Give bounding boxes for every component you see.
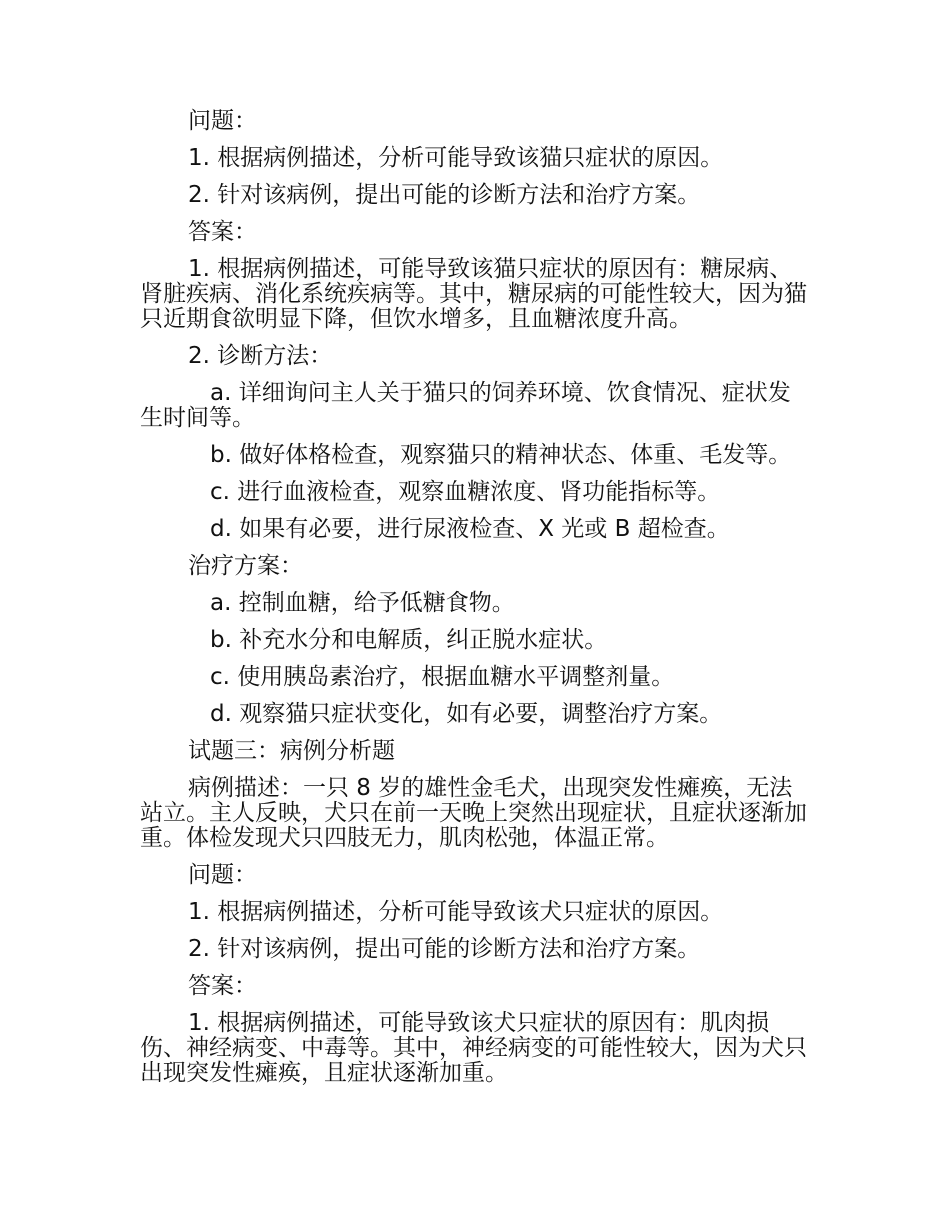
question-heading: 问题： [188,108,257,134]
treatment-item-d: d. 观察猫只症状变化，如有必要，调整治疗方案。 [210,701,723,727]
answer-heading: 答案： [188,219,257,245]
diagnosis-heading: 2. 诊断方法： [188,343,333,369]
question-heading-2: 问题： [188,862,257,888]
question-1-b: 1. 根据病例描述，分析可能导致该犬只症状的原因。 [188,899,724,925]
treatment-heading: 治疗方案： [188,553,303,579]
section-title: 试题三：病例分析题 [188,738,395,764]
treatment-item-a: a. 控制血糖，给予低糖食物。 [210,590,515,616]
diagnosis-item-d: d. 如果有必要，进行尿液检查、X 光或 B 超检查。 [210,516,730,542]
answer-heading-2: 答案： [188,973,257,999]
answer-1-paragraph-b: 1. 根据病例描述，可能导致该犬只症状的原因有：肌肉损伤、神经病变、中毒等。其中，神经病变的可能性较大，因为犬只出现突发性瘫痪，且症状逐渐加重。 [140,1010,807,1086]
treatment-item-b: b. 补充水分和电解质，纠正脱水症状。 [210,627,608,653]
question-2: 2. 针对该病例，提出可能的诊断方法和治疗方案。 [188,182,701,208]
question-2-b: 2. 针对该病例，提出可能的诊断方法和治疗方案。 [188,936,701,962]
answer-1-paragraph: 1. 根据病例描述，可能导致该猫只症状的原因有：糖尿病、肾脏疾病、消化系统疾病等。其中，糖尿病的可能性较大，因为猫只近期食欲明显下降，但饮水增多，且血糖浓度升高。 [140,256,807,332]
question-1: 1. 根据病例描述，分析可能导致该猫只症状的原因。 [188,145,724,171]
document-body [140,103,810,1092]
treatment-item-c: c. 使用胰岛素治疗，根据血糖水平调整剂量。 [210,664,675,690]
case-description: 病例描述：一只 8 岁的雄性金毛犬，出现突发性瘫痪，无法站立。主人反映，犬只在前一天晚上突然出现症状，且症状逐渐加重。体检发现犬只四肢无力，肌肉松弛，体温正常。 [140,775,807,851]
diagnosis-item-c: c. 进行血液检查，观察血糖浓度、肾功能指标等。 [210,479,721,505]
diagnosis-item-a: a. 详细询问主人关于猫只的饲养环境、饮食情况、症状发生时间等。 [140,380,791,431]
diagnosis-item-b: b. 做好体格检查，观察猫只的精神状态、体重、毛发等。 [210,442,792,468]
